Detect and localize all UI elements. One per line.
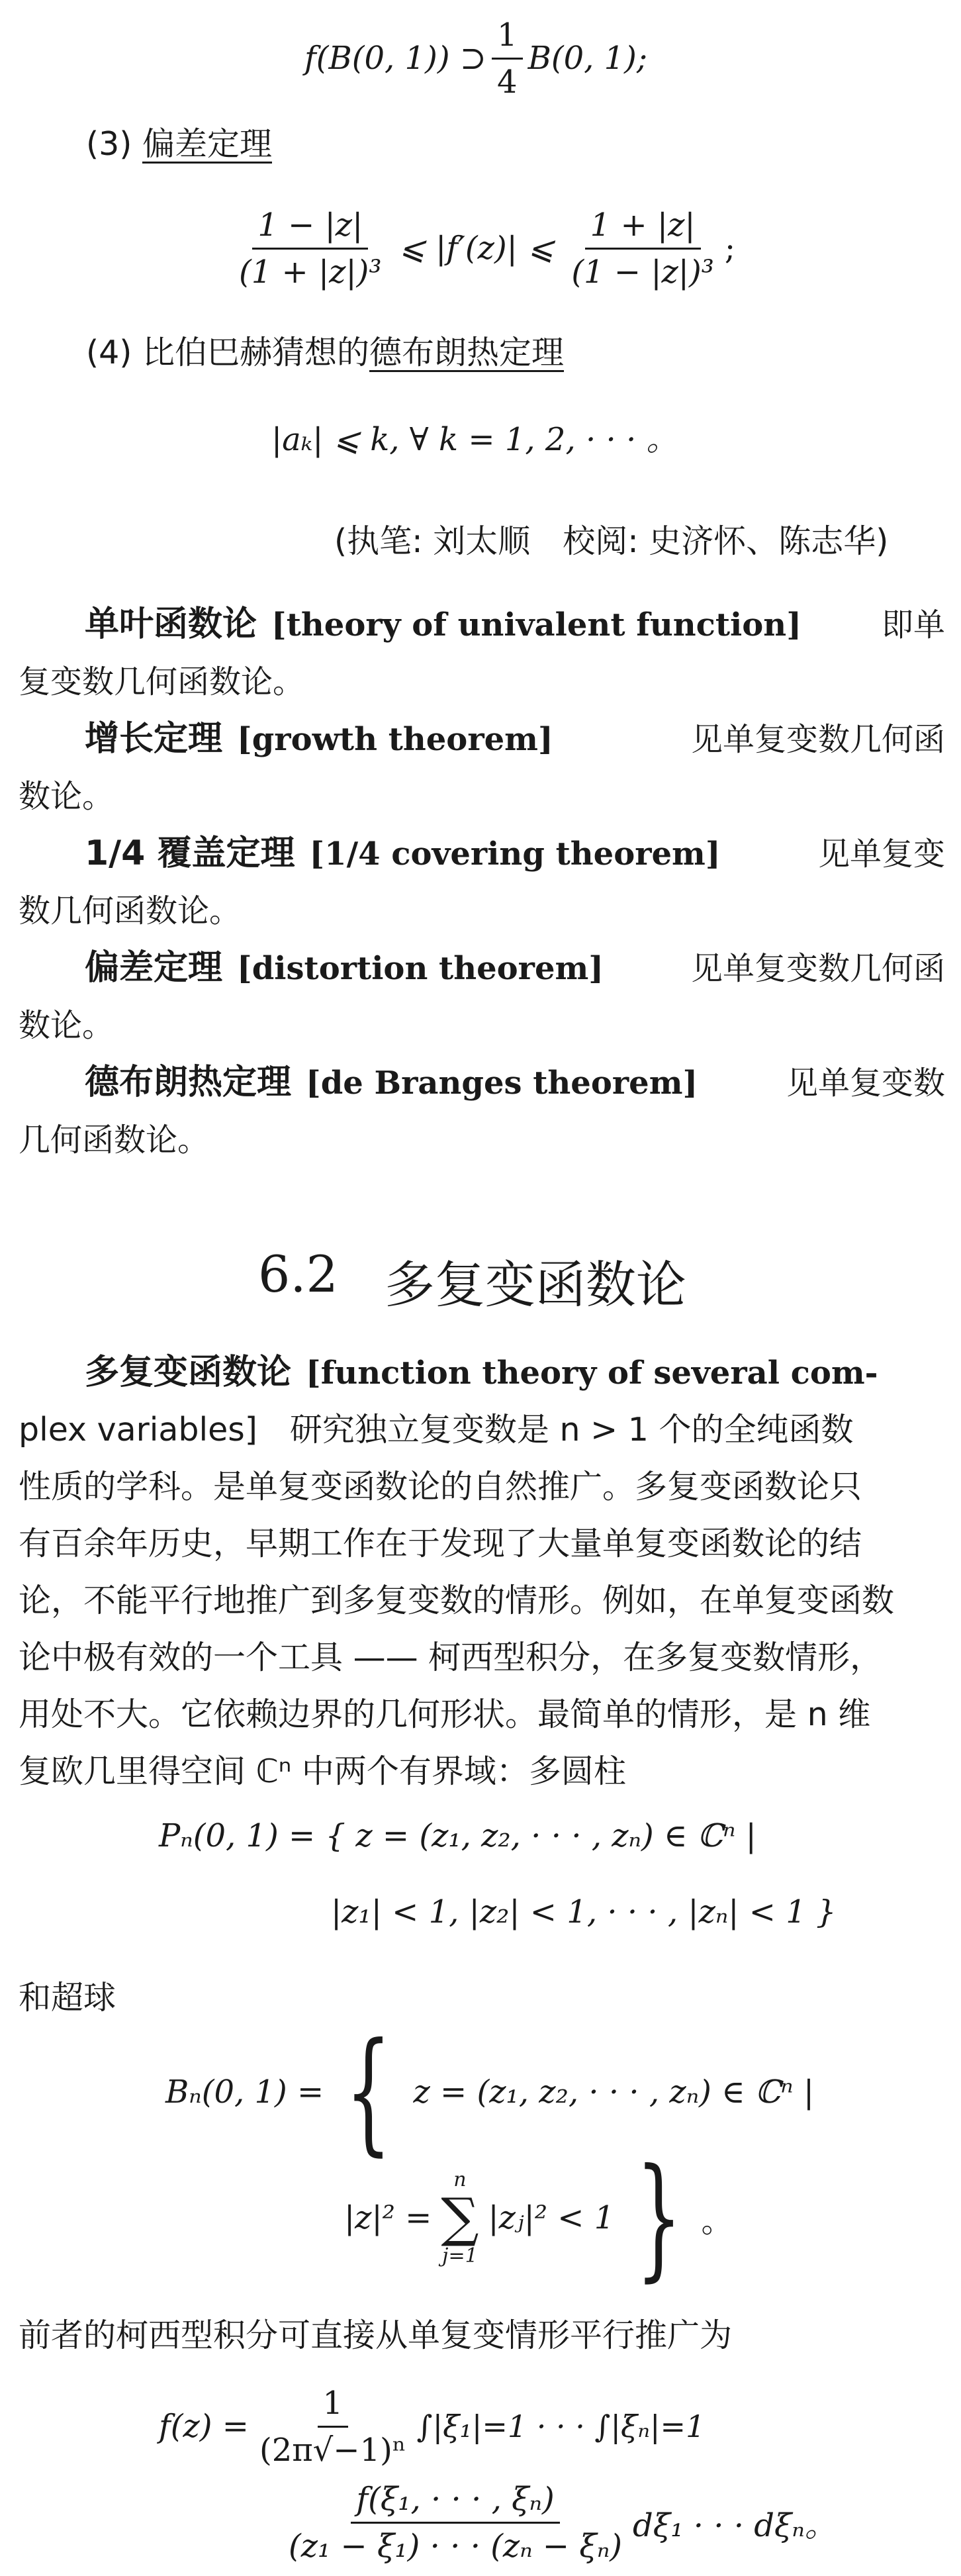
- paragraph-line: 性质的学科。是单复变函数论的自然推广。多复变函数论只: [19, 1468, 862, 1505]
- distortion-right-fraction: [566, 207, 719, 291]
- ball-end: 。: [701, 2202, 733, 2240]
- glossary-entries: [19, 596, 945, 1169]
- paragraph-line: 用处不大。它依赖边界的几何形状。最简单的情形，是 n 维: [19, 1695, 871, 1733]
- formula-ball-line1: [165, 2015, 815, 2169]
- section-title: 多复变函数论: [384, 1255, 686, 1314]
- entry-reference: 即单: [881, 606, 945, 644]
- formula-cauchy-line2: [278, 2473, 837, 2572]
- cauchy-kernel-fraction: [283, 2481, 627, 2565]
- entry-reference: 见单复变数几何函: [690, 950, 945, 987]
- formula-covering: [304, 16, 648, 101]
- main-term: 多复变函数论: [85, 1353, 292, 1392]
- paragraph-line: plex variables] 研究独立复变数是 n > 1 个的全纯函数: [19, 1411, 854, 1449]
- entry-reference-cont: 数论。: [19, 1007, 114, 1044]
- cauchy-lhs: f(z) =: [159, 2408, 249, 2445]
- cauchy-differentials: dξ₁ · · · dξₙ。: [633, 2506, 837, 2544]
- item-4: [86, 324, 564, 381]
- main-term-english: [function theory of several com-: [306, 1355, 878, 1392]
- item-3: [86, 116, 272, 173]
- entry-english: [distortion theorem]: [237, 950, 604, 987]
- summation: [441, 2168, 479, 2267]
- formula-covering-lhs: f(B(0, 1)) ⊃: [304, 40, 487, 77]
- entry-term: 单叶函数论: [85, 604, 257, 644]
- fraction-numerator: f(ξ₁, · · · , ξₙ): [351, 2481, 559, 2524]
- section-heading: [258, 1245, 686, 1317]
- distortion-left-fraction: [234, 207, 387, 291]
- entry-term: 偏差定理: [85, 948, 223, 988]
- paragraph-line: 有百余年历史，早期工作在于发现了大量单复变函数论的结: [19, 1525, 862, 1562]
- left-brace-icon: {: [345, 2015, 392, 2169]
- main-paragraph: [19, 1344, 945, 1800]
- author-credit: (执笔: 刘太顺 校阅: 史济怀、陈志华): [334, 522, 889, 560]
- formula-ball-line2: [344, 2140, 733, 2295]
- text-cauchy-intro: 前者的柯西型积分可直接从单复变情形平行推广为: [19, 2316, 733, 2354]
- item-3-prefix: (3): [86, 125, 142, 163]
- entry-term: 德布朗热定理: [85, 1063, 292, 1102]
- fraction-denominator: (z₁ − ξ₁) · · · (zₙ − ξₙ): [289, 2527, 623, 2565]
- ball-sum-term: |zⱼ|² < 1: [488, 2199, 615, 2236]
- entry-reference-cont: 复变数几何函数论。: [19, 663, 305, 700]
- entry-growth: [19, 710, 945, 825]
- text-and-ball: 和超球: [19, 1979, 116, 2017]
- fraction-denominator: (1 + |z|)³: [239, 253, 382, 291]
- fraction-denominator: 4: [497, 63, 518, 101]
- fraction-numerator: 1: [318, 2385, 349, 2428]
- entry-term: 1/4 覆盖定理: [85, 834, 295, 873]
- fraction-denominator: (1 − |z|)³: [571, 253, 714, 291]
- fraction-numerator: 1: [492, 17, 523, 60]
- entry-english: [1/4 covering theorem]: [309, 835, 721, 873]
- formula-covering-fraction: [492, 17, 523, 101]
- right-brace-icon: }: [635, 2140, 682, 2295]
- distortion-end: ;: [724, 230, 736, 267]
- entry-english: [de Branges theorem]: [306, 1065, 698, 1102]
- entry-reference: 见单复变数: [786, 1065, 945, 1102]
- item-4-label: 德布朗热定理: [369, 334, 565, 371]
- formula-polydisc-line2: |z₁| < 1, |z₂| < 1, · · · , |zₙ| < 1 }: [331, 1893, 837, 1931]
- sum-lower: j=1: [442, 2244, 478, 2267]
- sigma-icon: ∑: [441, 2187, 479, 2248]
- formula-polydisc-line1: Pₙ(0, 1) = { z = (z₁, z₂, · · · , zₙ) ∈ ℂⁿ |: [159, 1817, 756, 1854]
- formula-cauchy-line1: [159, 2377, 705, 2476]
- entry-term: 增长定理: [85, 719, 223, 759]
- formula-coefficient: |aₖ| ⩽ k, ∀ k = 1, 2, · · · 。: [271, 421, 678, 458]
- entry-english: [growth theorem]: [237, 721, 553, 758]
- fraction-numerator: 1 − |z|: [252, 207, 368, 250]
- ball-norm: |z|² =: [344, 2199, 432, 2236]
- entry-reference: 见单复变: [817, 835, 945, 873]
- cauchy-fraction: [254, 2385, 412, 2469]
- entry-distortion: [19, 939, 945, 1054]
- entry-reference-cont: 几何函数论。: [19, 1121, 210, 1159]
- entry-de-branges: [19, 1054, 945, 1169]
- paragraph-line: 论，不能平行地推广到多复变数的情形。例如，在单复变函数: [19, 1582, 895, 1619]
- paragraph-line: 复欧几里得空间 ℂⁿ 中两个有界域：多圆柱: [19, 1752, 626, 1790]
- entry-univalent: [19, 596, 945, 710]
- formula-covering-rhs: B(0, 1);: [527, 40, 648, 77]
- ball-set-definition: z = (z₁, z₂, · · · , zₙ) ∈ ℂⁿ |: [413, 2074, 815, 2111]
- distortion-middle: ⩽ |f′(z)| ⩽: [398, 230, 555, 267]
- item-4-prefix: (4) 比伯巴赫猜想的: [86, 334, 369, 371]
- entry-reference: 见单复变数几何函: [690, 721, 945, 758]
- entry-reference-cont: 数论。: [19, 778, 114, 815]
- fraction-denominator: (2π√−1)ⁿ: [259, 2431, 406, 2469]
- item-3-label: 偏差定理: [142, 125, 272, 163]
- fraction-numerator: 1 + |z|: [585, 207, 701, 250]
- cauchy-integrals: ∫|ξ₁|=1 · · · ∫|ξₙ|=1: [416, 2409, 706, 2444]
- entry-covering: [19, 825, 945, 939]
- paragraph-line: 论中极有效的一个工具 —— 柯西型积分，在多复变数情形，: [19, 1639, 883, 1676]
- formula-distortion: [228, 192, 735, 305]
- section-number: 6.2: [258, 1245, 338, 1304]
- ball-lhs: Bₙ(0, 1) =: [165, 2074, 324, 2111]
- entry-english: [theory of univalent function]: [271, 606, 801, 644]
- entry-reference-cont: 数几何函数论。: [19, 892, 242, 930]
- sum-upper: n: [453, 2168, 467, 2191]
